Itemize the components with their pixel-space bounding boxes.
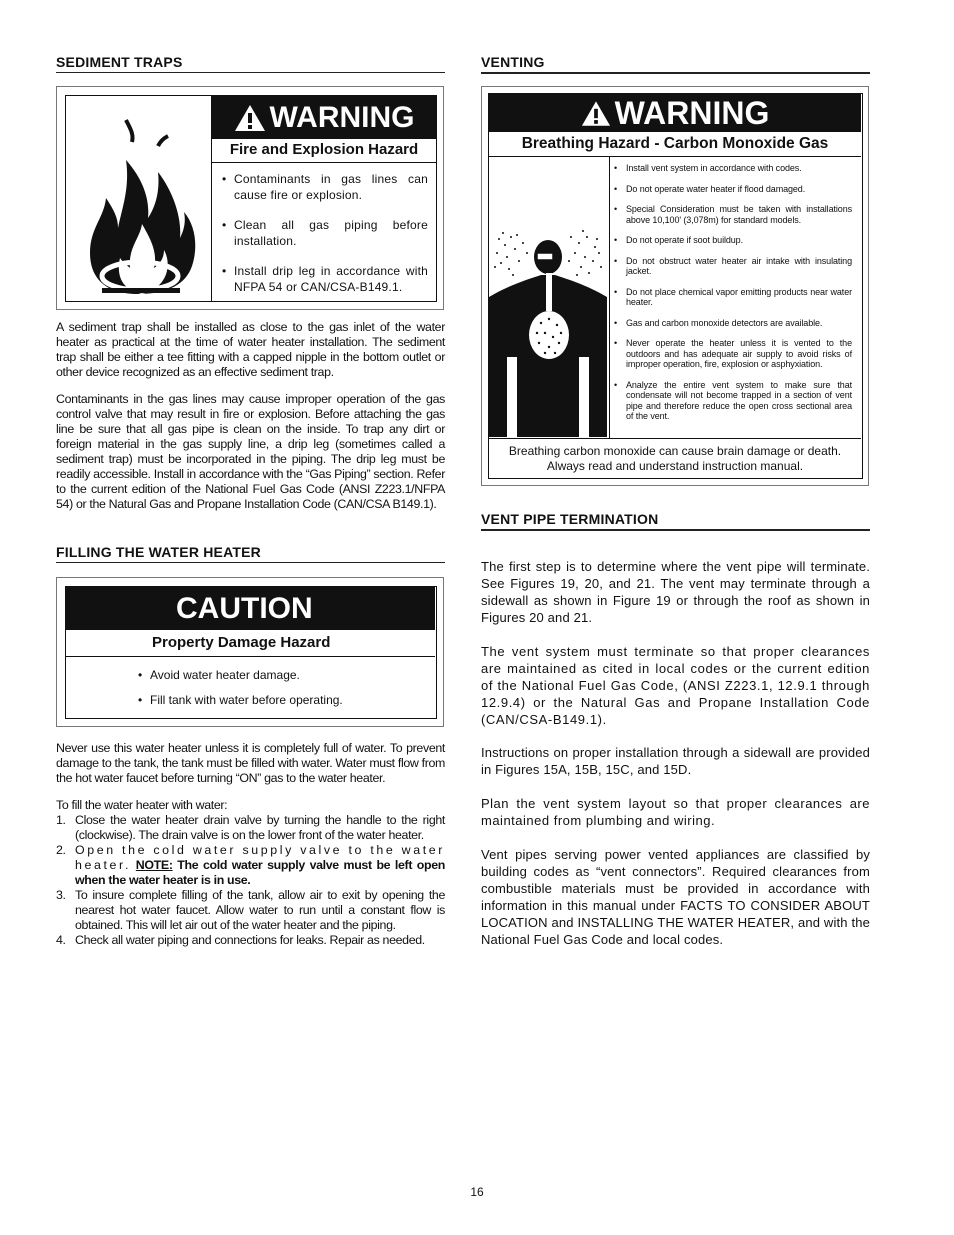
step-item	[56, 888, 445, 933]
bullet-item: • Clean all gas piping before installation.	[234, 217, 428, 249]
fire-warning-frame	[65, 95, 437, 302]
termination-paragraph-5: Vent pipes serving power vented appliances are classified by building codes as “vent connectors”. Required clearances from combustible materials must be provided in accordance with information in this manual under FACTS TO CONSIDER ABOUT LOCATION and INSTALLING THE WATER HEATER, and with the National Fuel Gas Code and local codes.	[481, 847, 870, 947]
co-warning-bullets	[626, 163, 852, 422]
termination-paragraph-3: Instructions on proper installation through a sidewall are provided in Figures 15A, 15B, 15C, and 15D.	[481, 745, 870, 777]
vent-termination-heading: VENT PIPE TERMINATION	[481, 511, 870, 531]
page-number: 16	[470, 1185, 484, 1199]
warning-triangle-icon	[581, 100, 611, 127]
step-number: 2.	[56, 843, 66, 857]
bullet-item: • Do not operate if soot buildup.	[626, 235, 852, 246]
bullet-item: • Do not place chemical vapor emitting products near water heater.	[626, 287, 852, 308]
fire-hazard-title: Fire and Explosion Hazard	[212, 139, 436, 163]
step-item	[56, 813, 445, 843]
caution-box	[56, 577, 444, 727]
venting-heading: VENTING	[481, 54, 870, 74]
warning-banner	[212, 96, 436, 139]
step-text: To insure complete filling of the tank, allow air to exit by opening the nearest hot water faucet. Allow water to run until a constant flow is obtained. This will let air out of the water heater and the piping.	[75, 888, 445, 932]
co-hazard-title: Breathing Hazard - Carbon Monoxide Gas	[489, 132, 861, 157]
caution-banner: CAUTION	[66, 587, 435, 630]
sediment-traps-heading: SEDIMENT TRAPS	[56, 54, 445, 73]
step-text: Close the water heater drain valve by turning the handle to the right (clockwise). The drain valve is on the lower front of the water heater.	[75, 813, 445, 842]
step-item	[56, 933, 445, 948]
co-warning-frame	[488, 93, 863, 479]
step-item	[56, 843, 445, 888]
co-footer-line-1: Breathing carbon monoxide can cause brain damage or death.	[508, 444, 842, 458]
sediment-paragraph-2: Contaminants in the gas lines may cause improper operation of the gas control valve that may result in fire or explosion. Before attaching the gas line be sure that all gas pipe is clean on the inside. To trap any dirt or foreign material in the gas supply line, a drip leg (sometimes called a sediment trap) must be incorporated in the piping. The drip leg must be readily accessible. Install in accordance with the “Gas Piping” section. Refer to the current edition of the National Fuel Gas Code (ANSI Z223.1/NFPA 54) or the Natural Gas and Propane Installation Code (CAN/CSA B149.1).	[56, 392, 445, 511]
termination-paragraph-4: Plan the vent system layout so that proper clearances are maintained from plumbing and wiring.	[481, 796, 870, 828]
bullet-item: • Never operate the heater unless it is vented to the outdoors and has adequate air supply to avoid risks of improper operation, fire, explosion or asphyxiation.	[626, 338, 852, 370]
fire-warning-box	[56, 86, 444, 310]
bullet-item: • Install drip leg in accordance with NFPA 54 or CAN/CSA-B149.1.	[234, 263, 428, 295]
bullet-item: • Contaminants in gas lines can cause fire or explosion.	[234, 171, 428, 203]
bullet-item: • Gas and carbon monoxide detectors are available.	[626, 318, 852, 329]
bullet-item: • Do not operate water heater if flood damaged.	[626, 184, 852, 195]
flame-icon	[68, 98, 208, 298]
co-breathing-icon	[489, 157, 607, 437]
sediment-paragraph-1: A sediment trap shall be installed as close to the gas inlet of the water heater as practical at the time of water heater installation. The sediment trap shall be either a tee fitting with a capped nipple in the bottom outlet or other device recognized as an effective sediment trap.	[56, 320, 445, 379]
fire-warning-bullets	[234, 171, 428, 295]
termination-paragraph-1: The first step is to determine where the vent pipe will terminate. See Figures 19, 20, and 21. The vent may terminate through a sidewall as shown in Figure 19 or through the roof as shown in Figures 20 and 21.	[481, 559, 870, 625]
bullet-item: • Avoid water heater damage.	[150, 667, 420, 683]
caution-bullets	[150, 667, 420, 708]
bullet-item: • Special Consideration must be taken with installations above 10,100' (3,078m) for standard models.	[626, 204, 852, 225]
caution-frame	[65, 586, 437, 719]
filling-intro: To fill the water heater with water:	[56, 798, 228, 812]
termination-paragraph-2: The vent system must terminate so that proper clearances are maintained as cited in local codes or the current edition of the National Fuel Gas Code, (ANSI Z223.1, 12.9.1 through 12.9.4) or the Natural Gas and Propane Installation Code (CAN/CSA-B149.1).	[481, 644, 870, 727]
property-hazard-title: Property Damage Hazard	[66, 630, 435, 657]
flame-panel	[66, 96, 212, 301]
co-warning-footer	[489, 438, 861, 478]
co-picture-panel	[489, 157, 610, 438]
note-label: NOTE:	[135, 858, 173, 872]
step-number: 1.	[56, 813, 66, 827]
warning-banner-text: WARNING	[269, 100, 415, 134]
bullet-item: • Install vent system in accordance with codes.	[626, 163, 852, 174]
warning-banner-text: WARNING	[614, 94, 770, 131]
bullet-item: • Do not obstruct water heater air intake with insulating jacket.	[626, 256, 852, 277]
step-number: 3.	[56, 888, 66, 902]
filling-steps	[56, 813, 445, 948]
filling-heading: FILLING THE WATER HEATER	[56, 544, 445, 563]
warning-triangle-icon	[234, 104, 266, 132]
bullet-item: • Fill tank with water before operating.	[150, 692, 420, 708]
note-text: The cold water supply valve must be left open when the water heater is in use.	[75, 858, 445, 887]
step-number: 4.	[56, 933, 66, 947]
co-warning-box	[481, 86, 869, 486]
filling-paragraph: Never use this water heater unless it is completely full of water. To prevent damage to the tank, the tank must be filled with water. Water must flow from the hot water faucet before turning “ON” gas to the water heater.	[56, 741, 445, 785]
bullet-item: • Analyze the entire vent system to make sure that condensate will not become trapped in a section of vent pipe and therefore reduce the open cross sectional area of the vent.	[626, 380, 852, 422]
warning-banner	[489, 94, 861, 132]
step-text: Check all water piping and connections for leaks. Repair as needed.	[75, 933, 425, 947]
step-text: Open the cold water supply valve to the water heater.	[75, 843, 445, 872]
co-footer-line-2: Always read and understand instruction manual.	[546, 459, 804, 473]
